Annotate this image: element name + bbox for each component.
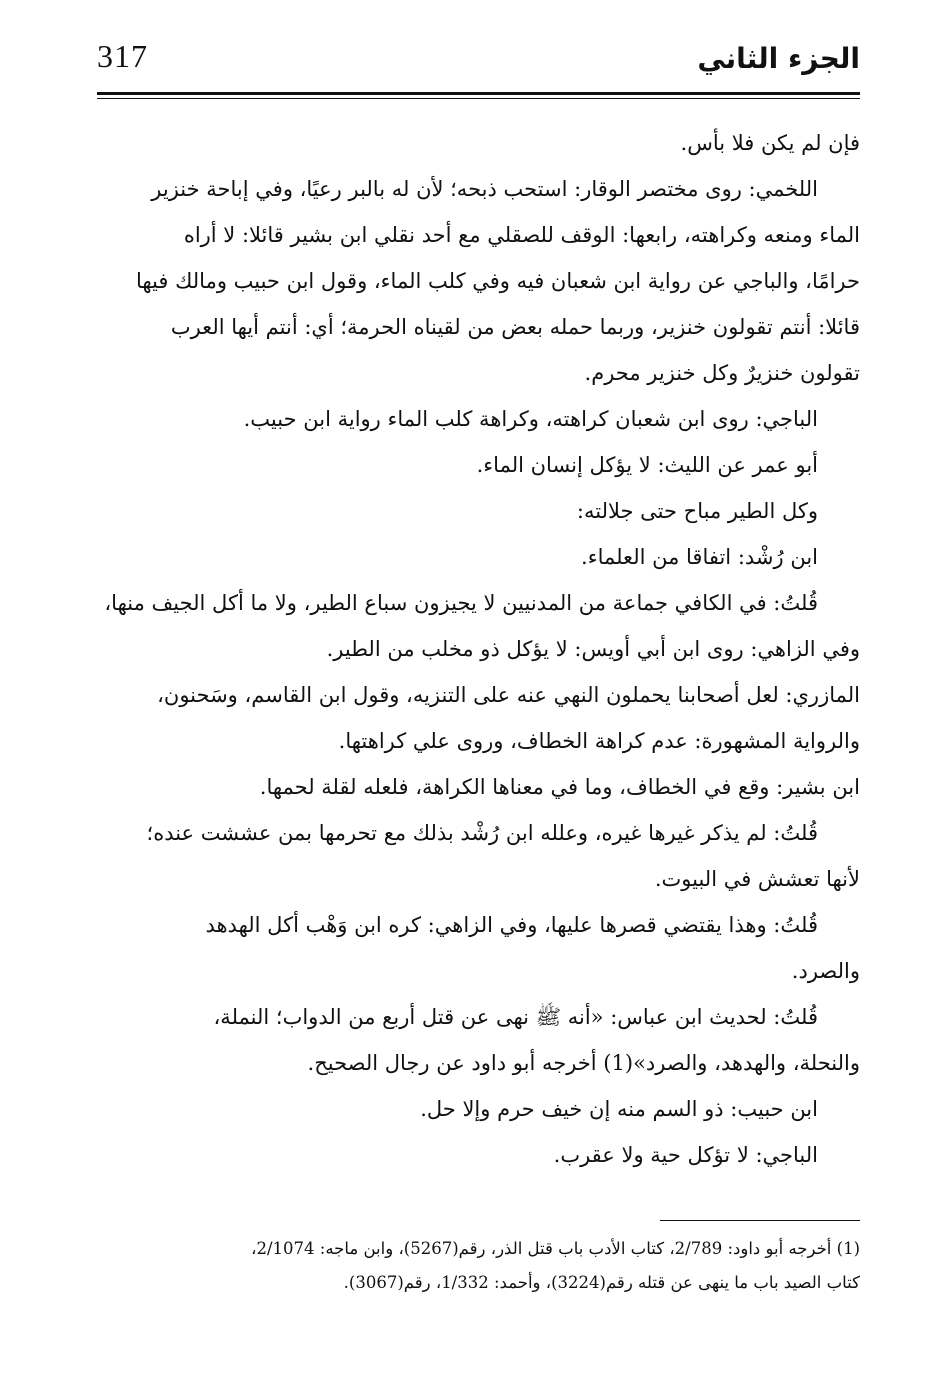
text-line: الباجي: لا تؤكل حية ولا عقرب. xyxy=(553,1143,818,1167)
text-line: ابن حبيب: ذو السم منه إن خيف حرم وإلا حل. xyxy=(420,1097,818,1121)
text-line: لأنها تعشش في البيوت. xyxy=(654,867,860,891)
text-line: اللخمي: روى مختصر الوقار: استحب ذبحه؛ لأن له بالبر رعيًا، وفي إباحة خنزير xyxy=(151,177,818,201)
text-line: وفي الزاهي: روى ابن أبي أويس: لا يؤكل ذو مخلب من الطير. xyxy=(326,637,860,661)
header-rule-thin xyxy=(97,98,860,99)
text-line: قُلتُ: لم يذكر غيرها غيره، وعلله ابن رُشْد بذلك مع تحرمها بمن عششت عنده؛ xyxy=(146,821,818,845)
text-line: والصرد. xyxy=(791,959,860,983)
footnote-line: (1) أخرجه أبو داود: 2/789، كتاب الأدب باب قتل الذر، رقم(5267)، وابن ماجه: 2/1074، xyxy=(251,1239,860,1258)
page-header xyxy=(97,38,860,94)
text-line: أبو عمر عن الليث: لا يؤكل إنسان الماء. xyxy=(476,453,818,477)
page-number: 317 xyxy=(97,38,148,74)
text-line: قُلتُ: في الكافي جماعة من المدنيين لا يجيزون سباع الطير، ولا ما أكل الجيف منها، xyxy=(104,591,818,615)
text-line: والنحلة، والهدهد، والصرد»(1) أخرجه أبو داود عن رجال الصحيح. xyxy=(307,1051,860,1075)
text-line: والرواية المشهورة: عدم كراهة الخطاف، وروى علي كراهتها. xyxy=(338,729,860,753)
text-line: حرامًا، والباجي عن رواية ابن شعبان فيه وفي كلب الماء، وقول ابن حبيب ومالك فيها xyxy=(135,269,860,293)
text-line: الماء ومنعه وكراهته، رابعها: الوقف للصقلي مع أحد نقلي ابن بشير قائلا: لا أراه xyxy=(183,223,860,247)
text-line: المازري: لعل أصحابنا يحملون النهي عنه على التنزيه، وقول ابن القاسم، وسَحنون، xyxy=(157,683,860,707)
running-title: الجزء الثاني xyxy=(697,42,860,75)
text-line: قُلتُ: وهذا يقتضي قصرها عليها، وفي الزاهي: كره ابن وَهْب أكل الهدهد xyxy=(205,913,818,937)
text-line: قائلا: أنتم تقولون خنزير، وربما حمله بعض من لقيناه الحرمة؛ أي: أنتم أيها العرب xyxy=(170,315,860,339)
header-rule-thick xyxy=(97,92,860,95)
text-line: فإن لم يكن فلا بأس. xyxy=(680,131,860,155)
text-line: ابن رُشْد: اتفاقا من العلماء. xyxy=(581,545,818,569)
text-line: تقولون خنزيرٌ وكل خنزير محرم. xyxy=(584,361,860,385)
footnote-line: كتاب الصيد باب ما ينهى عن قتله رقم(3224)، وأحمد: 1/332، رقم(3067). xyxy=(343,1273,860,1292)
footnote-separator xyxy=(660,1220,860,1221)
text-line: قُلتُ: لحديث ابن عباس: «أنه ﷺ نهى عن قتل أربع من الدواب؛ النملة، xyxy=(213,1005,818,1029)
text-line: الباجي: روى ابن شعبان كراهته، وكراهة كلب الماء رواية ابن حبيب. xyxy=(243,407,818,431)
text-line: ابن بشير: وقع في الخطاف، وما في معناها الكراهة، فلعله لقلة لحمها. xyxy=(259,775,860,799)
main-text xyxy=(97,120,860,1178)
footnotes xyxy=(97,1232,860,1300)
text-line: وكل الطير مباح حتى جلالته: xyxy=(576,499,818,523)
